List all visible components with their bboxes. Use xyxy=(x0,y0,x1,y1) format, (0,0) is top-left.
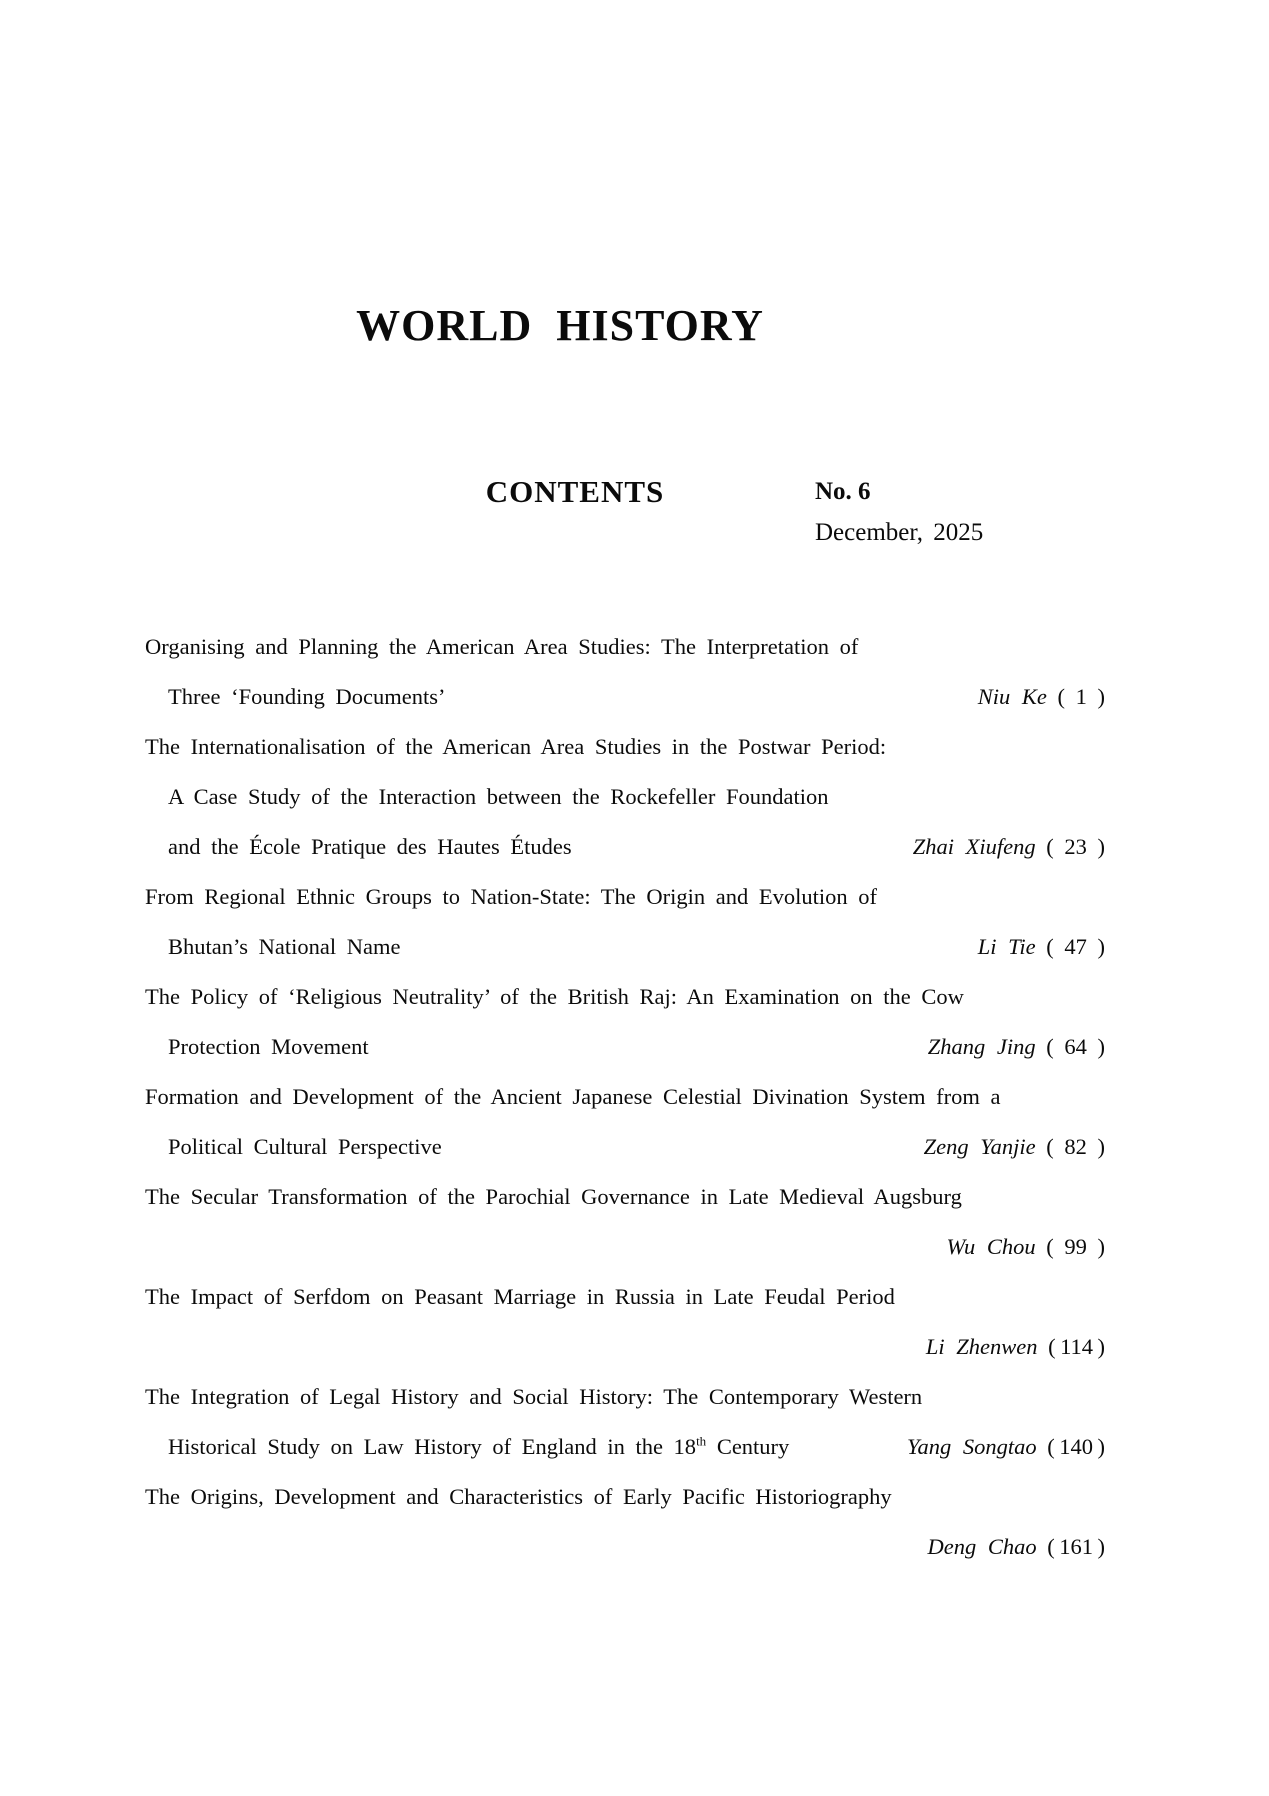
toc-page-number: ( 82 ) xyxy=(1035,1134,1105,1159)
toc-line xyxy=(145,1022,1105,1072)
toc-author xyxy=(904,1134,1105,1160)
author-name: Yang Songtao xyxy=(907,1434,1037,1459)
toc-entry-text: The Impact of Serfdom on Peasant Marriage in Russia in Late Feudal Period xyxy=(145,1284,895,1309)
toc-line xyxy=(145,1422,1105,1472)
toc-page-number: ( 47 ) xyxy=(1035,934,1105,959)
toc-entry-text: and the École Pratique des Hautes Études xyxy=(168,834,572,859)
author-name: Wu Chou xyxy=(946,1234,1036,1259)
toc-line xyxy=(145,1522,1105,1572)
toc-page-number: ( 64 ) xyxy=(1035,1034,1105,1059)
author-name: Li Tie xyxy=(977,934,1036,959)
journal-title: WORLD HISTORY xyxy=(356,301,764,350)
contents-heading: CONTENTS xyxy=(485,474,665,509)
toc-author xyxy=(908,1534,1106,1560)
author-name: Zeng Yanjie xyxy=(923,1134,1036,1159)
toc-entry-text: Political Cultural Perspective xyxy=(168,1134,442,1159)
toc-line xyxy=(145,1472,1105,1522)
toc-line xyxy=(145,622,1105,672)
author-name: Zhai Xiufeng xyxy=(912,834,1036,859)
toc-author xyxy=(958,934,1105,960)
toc-line xyxy=(145,1222,1105,1272)
toc-page-number: ( 99 ) xyxy=(1035,1234,1105,1259)
toc-line xyxy=(145,1172,1105,1222)
toc-author xyxy=(893,834,1105,860)
toc-entry-text: Protection Movement xyxy=(168,1034,369,1059)
toc-line xyxy=(145,1372,1105,1422)
toc-entry-text: The Secular Transformation of the Parochial Governance in Late Medieval Augsburg xyxy=(145,1184,962,1209)
toc-entry-text: The Integration of Legal History and Social History: The Contemporary Western xyxy=(145,1384,923,1409)
toc-page-number: ( 140 ) xyxy=(1036,1434,1105,1459)
toc-list xyxy=(145,622,1105,1572)
toc-entry-text: From Regional Ethnic Groups to Nation-State: The Origin and Evolution of xyxy=(145,884,877,909)
toc-author xyxy=(906,1334,1105,1360)
toc-line xyxy=(145,722,1105,772)
toc-author xyxy=(926,1234,1105,1260)
superscript-text: th xyxy=(696,1433,707,1449)
toc-author xyxy=(958,684,1105,710)
author-name: Niu Ke xyxy=(977,684,1047,709)
toc-line xyxy=(145,1072,1105,1122)
issue-date: December, 2025 xyxy=(815,519,984,546)
toc-author xyxy=(908,1034,1105,1060)
toc-line xyxy=(145,772,1105,822)
toc-line xyxy=(145,972,1105,1022)
toc-page-number: ( 161 ) xyxy=(1036,1534,1105,1559)
toc-line xyxy=(145,822,1105,872)
author-name: Li Zhenwen xyxy=(925,1334,1038,1359)
toc-entry-text: The Policy of ‘Religious Neutrality’ of the British Raj: An Examination on the Cow xyxy=(145,984,964,1009)
toc-entry-text: Organising and Planning the American Area Studies: The Interpretation of xyxy=(145,634,859,659)
toc-line xyxy=(145,1122,1105,1172)
toc-entry-text: A Case Study of the Interaction between the Rockefeller Foundation xyxy=(168,784,829,809)
toc-entry-text: Three ‘Founding Documents’ xyxy=(168,684,446,709)
toc-entry-text: The Origins, Development and Characteristics of Early Pacific Historiography xyxy=(145,1484,892,1509)
author-name: Zhang Jing xyxy=(927,1034,1036,1059)
toc-page-number: ( 114 ) xyxy=(1037,1334,1105,1359)
issue-info xyxy=(815,478,983,547)
toc-line xyxy=(145,1322,1105,1372)
toc-entry-text: Bhutan’s National Name xyxy=(168,934,401,959)
toc-entry-text: Formation and Development of the Ancient Japanese Celestial Divination System from a xyxy=(145,1084,1001,1109)
toc-page-number: ( 23 ) xyxy=(1035,834,1105,859)
issue-number: No. 6 xyxy=(815,478,871,505)
toc-entry-text: The Internationalisation of the American Area Studies in the Postwar Period: xyxy=(145,734,887,759)
toc-line xyxy=(145,1272,1105,1322)
toc-entry-text: Historical Study on Law History of England in the 18th Century xyxy=(168,1433,790,1459)
toc-page-number: ( 1 ) xyxy=(1046,684,1105,709)
toc-line xyxy=(145,872,1105,922)
toc-line xyxy=(145,922,1105,972)
author-name: Deng Chao xyxy=(927,1534,1037,1559)
toc-author xyxy=(887,1434,1105,1460)
toc-line xyxy=(145,672,1105,722)
